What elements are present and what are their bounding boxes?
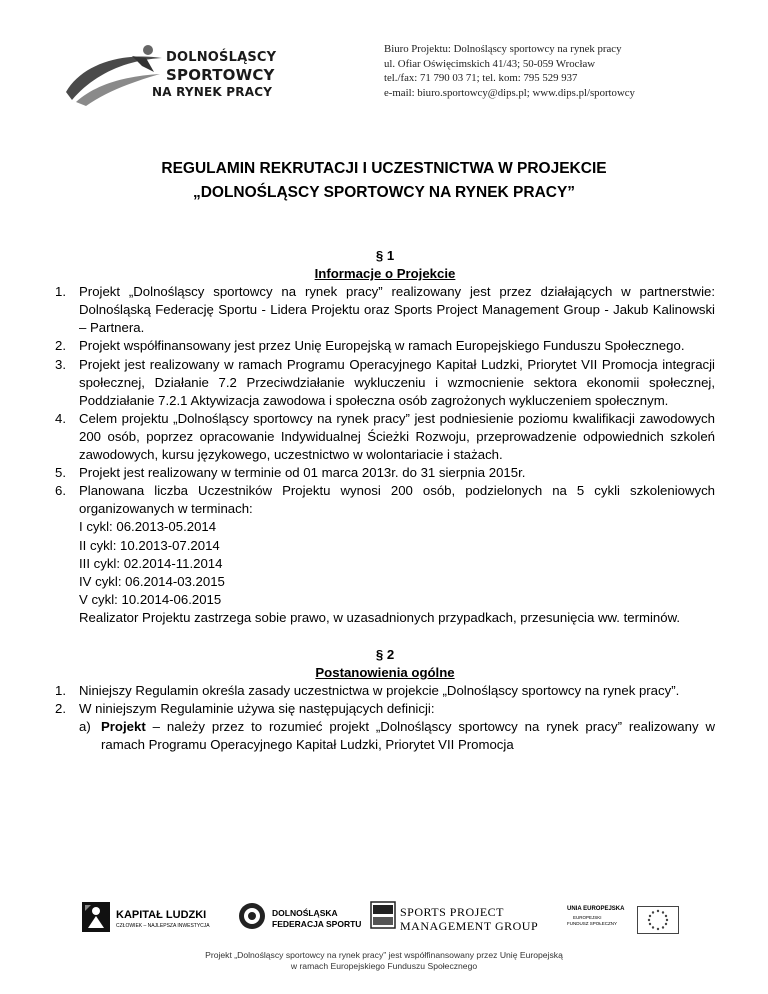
document-title	[60, 157, 708, 205]
kapital-ludzki-name: KAPITAŁ LUDZKI	[116, 909, 207, 921]
contact-office: Biuro Projektu: Dolnośląscy sportowcy na rynek pracy	[384, 43, 622, 55]
list-item	[55, 682, 715, 700]
logo-line-2: SPORTOWCY	[166, 66, 275, 84]
item-number: 5.	[55, 465, 66, 481]
definition-term: Projekt	[101, 719, 146, 735]
cycle-entry: V cykl: 10.2014-06.2015	[79, 591, 222, 607]
document-body	[55, 247, 715, 755]
item-text: Celem projektu „Dolnośląscy sportowcy na rynek pracy” jest podniesienie poziomu kwalifikacji zawodowych 200 osób, poprzez opracowanie Indywidualnej Ścieżki Rozwoju, przeprowadzenie odpowiednich szkoleń zawodowych, kursu językowego, uczestnictwo w wolontariacie i stażach.	[79, 410, 715, 463]
logo-line-1: DOLNOŚLĄSCY	[166, 50, 277, 65]
item-number: 2.	[55, 701, 66, 717]
training-cycles-list	[55, 518, 715, 608]
contact-email[interactable]: e-mail: biuro.sportowcy@dips.pl; www.dips.pl/sportowcy	[384, 86, 635, 99]
list-item	[55, 700, 715, 718]
contact-phone: tel./fax: 71 790 03 71; tel. kom: 795 529 937	[384, 72, 578, 85]
cycle-entry: II cykl: 10.2013-07.2014	[79, 537, 220, 553]
cofinancing-line-2: w ramach Europejskiego Funduszu Społecznego	[290, 961, 478, 971]
item-number: 6.	[55, 483, 66, 499]
item-text: Planowana liczba Uczestników Projektu wynosi 200 osób, podzielonych na 5 cykli szkoleniowych organizowanych w terminach:	[79, 483, 715, 517]
eu-name: UNIA EUROPEJSKA	[567, 906, 625, 912]
item-number: 2.	[55, 338, 66, 354]
section-2-number: § 2	[375, 646, 395, 662]
logo-line-3: NA RYNEK PRACY	[152, 85, 273, 99]
section-1-number: § 1	[375, 248, 395, 263]
spmg-name-line-1: SPORTS PROJECT	[400, 905, 504, 919]
efs-line-1: EUROPEJSKI	[573, 915, 602, 920]
cofinancing-line-1: Projekt „Dolnośląscy sportowcy na rynek pracy” jest współfinansowany przez Unię Europejską	[205, 950, 563, 960]
section-2-heading: Postanowienia ogólne	[315, 665, 455, 681]
cycle-entry: IV cykl: 06.2014-03.2015	[79, 573, 225, 589]
kapital-ludzki-logo	[80, 900, 210, 939]
federation-name-line-2: FEDERACJA SPORTU	[272, 919, 362, 929]
federation-name-line-1: DOLNOŚLĄSKA	[272, 908, 338, 918]
title-line-2: „DOLNOŚLĄSCY SPORTOWCY NA RYNEK PRACY”	[192, 184, 576, 201]
list-item	[55, 482, 715, 518]
runner-swoosh-icon	[62, 44, 166, 108]
list-item	[55, 283, 715, 337]
item-text: Projekt jest realizowany w ramach Programu Operacyjnego Kapitał Ludzki, Priorytet VII Promocja integracji społecznej, Działanie 7.2 Przeciwdziałanie wykluczeniu i wzmocnienie sektora ekonomii społecznej, Poddziałanie 7.2.1 Aktywizacja zawodowa i społeczna osób zagrożonych wykluczeniem społecznym.	[79, 356, 715, 408]
item-text: Projekt „Dolnośląscy sportowcy na rynek pracy” realizowany jest przez działających w partnerstwie: Dolnośląską Federację Sportu - Lidera Projektu oraz Sports Project Management Group - Jakub Kalinowski – Partnera.	[79, 284, 715, 336]
list-item	[55, 356, 715, 410]
definition-text: – należy przez to rozumieć projekt „Dolnośląscy sportowcy na rynek pracy” realizowany w ramach Programu Operacyjnego Kapitał Ludzki, Priorytet VII Promocja	[101, 719, 715, 753]
kapital-ludzki-tagline: CZŁOWIEK – NAJLEPSZA INWESTYCJA	[116, 923, 210, 929]
cycle-entry: I cykl: 06.2013-05.2014	[79, 519, 217, 535]
cofinancing-statement	[0, 950, 768, 972]
kapital-ludzki-emblem-icon	[80, 900, 112, 934]
efs-line-2: FUNDUSZ SPOŁECZNY	[567, 921, 618, 926]
item-text: W niniejszym Regulaminie używa się następujących definicji:	[79, 701, 435, 717]
project-office-contact	[384, 42, 714, 100]
eu-flag-icon	[637, 906, 679, 934]
item-number: 1.	[55, 284, 66, 300]
list-item	[55, 337, 715, 355]
title-line-1: REGULAMIN REKRUTACJI I UCZESTNICTWA W PROJEKCIE	[161, 160, 607, 177]
spmg-emblem-icon	[370, 900, 396, 930]
item-text: Niniejszy Regulamin określa zasady uczestnictwa w projekcie „Dolnośląscy sportowcy na rynek pracy”.	[79, 683, 680, 699]
definition-letter: a)	[79, 719, 91, 735]
federation-emblem-icon	[236, 900, 268, 932]
definition-item	[55, 718, 715, 754]
item-number: 1.	[55, 683, 66, 699]
item-number: 4.	[55, 410, 66, 426]
section-1-heading: Informacje o Projekcie	[314, 266, 456, 282]
spmg-name-line-2: MANAGEMENT GROUP	[400, 919, 539, 933]
dolnoslaska-federacja-logo	[236, 900, 362, 937]
list-item	[55, 464, 715, 482]
schedule-note: Realizator Projektu zastrzega sobie prawo, w uzasadnionych przypadkach, przesunięcia ww. terminów.	[79, 609, 681, 625]
item-number: 3.	[55, 356, 66, 372]
footer-logos	[80, 900, 680, 940]
sports-project-management-logo	[370, 900, 539, 935]
item-text: Projekt jest realizowany w terminie od 01 marca 2013r. do 31 sierpnia 2015r.	[79, 465, 526, 481]
project-logo	[62, 40, 292, 110]
item-text: Projekt współfinansowany jest przez Unię Europejską w ramach Europejskiego Funduszu Społecznego.	[79, 338, 685, 354]
list-item	[55, 410, 715, 464]
cycle-entry: III cykl: 02.2014-11.2014	[79, 555, 223, 571]
contact-address: ul. Ofiar Oświęcimskich 41/43; 50-059 Wrocław	[384, 57, 596, 70]
